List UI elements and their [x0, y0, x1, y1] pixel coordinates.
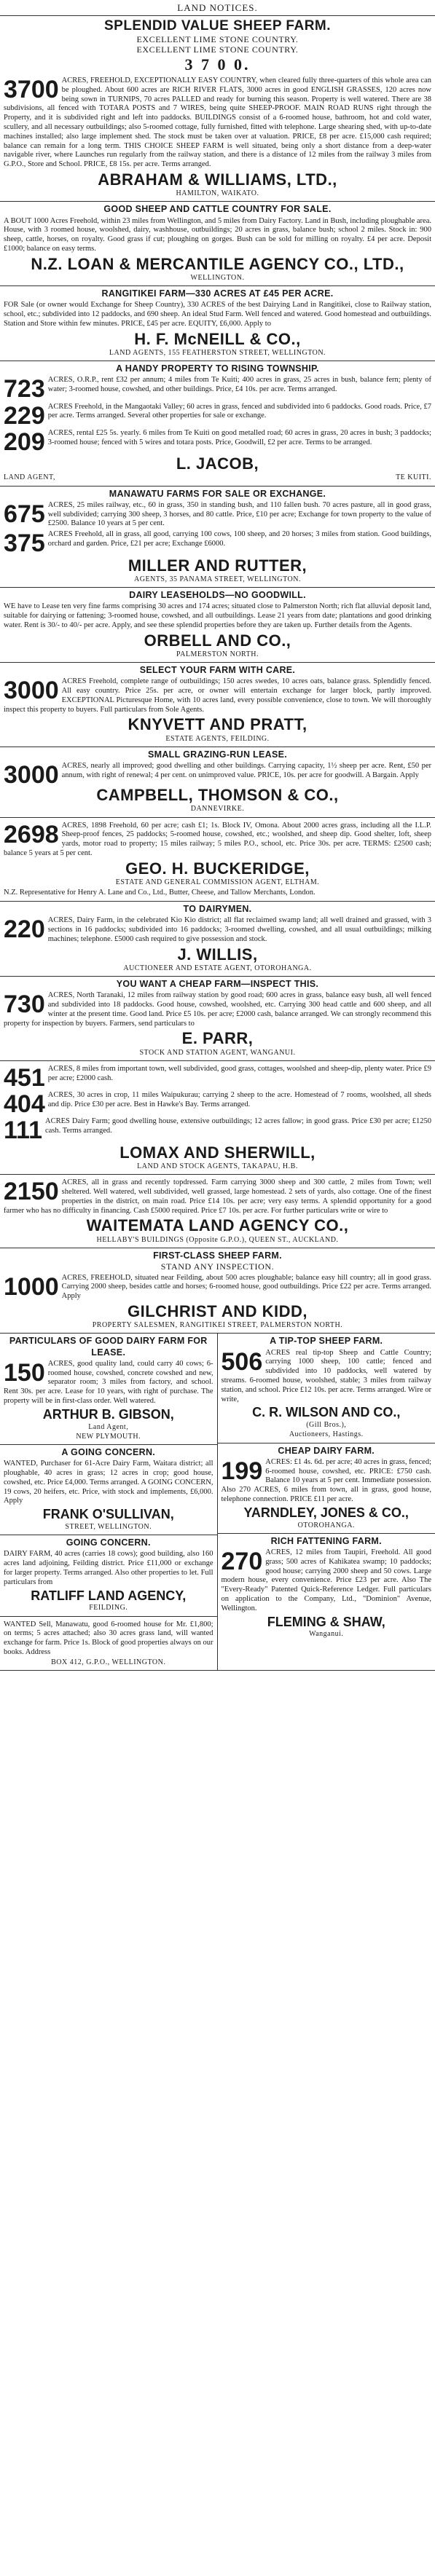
ad-acreage: 723 — [4, 375, 45, 403]
ad-address: LAND AGENTS, 155 FEATHERSTON STREET, WELLINGTON. — [109, 348, 326, 357]
ad-body — [222, 1349, 432, 1405]
ad-knyvett — [0, 663, 435, 747]
ad-address: STOCK AND STATION AGENT, WANGANUI. — [139, 1048, 296, 1057]
ad-ratliff — [0, 1445, 217, 1535]
ad-listing — [4, 501, 431, 529]
ad-listing — [4, 529, 431, 558]
ad-acreage: 506 — [221, 1347, 263, 1376]
ad-title: A TIP-TOP SHEEP FARM. — [270, 1336, 383, 1347]
ad-firm-name: GILCHRIST AND KIDD, — [127, 1301, 307, 1320]
ad-firm-name: ORBELL AND CO., — [144, 631, 291, 650]
ad-gibson — [0, 1334, 217, 1445]
ad-firm-name: FLEMING & SHAW, — [267, 1614, 385, 1629]
ad-body — [4, 1274, 431, 1301]
ad-town: TE KUITI. — [396, 473, 431, 482]
ad-title: FIRST-CLASS SHEEP FARM. — [153, 1250, 282, 1261]
ad-acreage: 375 — [4, 529, 45, 558]
ad-firm-name: WAITEMATA LAND AGENCY CO., — [86, 1216, 349, 1235]
ad-title: GOOD SHEEP AND CATTLE COUNTRY FOR SALE. — [103, 204, 332, 215]
ad-listing-text: ACRES, 30 acres in crop, 11 miles Waipukurau; carrying 2 sheep to the acre. Homestead of 7 rooms, woolshed, all sheds and dip. Price £30 per acre. Best in Hawke's Bay. Terms arranged. — [47, 1091, 431, 1108]
ad-title: A GOING CONCERN. — [61, 1446, 156, 1457]
right-column — [218, 1334, 435, 1670]
ad-title: RICH FATTENING FARM. — [270, 1535, 382, 1546]
ad-address: AGENTS, 35 PANAMA STREET, WELLINGTON. — [134, 575, 301, 583]
ad-agent-row — [4, 473, 431, 482]
ad-listing — [4, 1116, 431, 1145]
ad-orbell — [0, 588, 435, 663]
ad-address: NEW PLYMOUTH. — [76, 1432, 141, 1441]
ad-body-text: ACRES: £1 4s. 6d. per acre; 40 acres in grass, fenced; 6-roomed house, cowshed, etc. PRICE: £750 cash. Balance 10 years at 5 per cent. Immediate possession. Also 270 ACRES, 6 miles from town, all in grass, good house, telephone connection. PRICE £11 per acre. — [221, 1457, 431, 1503]
ad-firm-name: GEO. H. BUCKERIDGE, — [125, 859, 310, 878]
ad-body-text: ACRES, 1898 Freehold, 60 per acre; cash £1; 1s. Block IV, Omona. About 2000 acres grass, including all the I.L.P. Sheep-proof fences, 25 paddocks; 5-roomed house, cowshed, etc.; woolshed, and sheep dip. Good shelter, loft, sheep yards, motor road to property; 15 miles railway; 5 miles P.O., school, etc. Price 30s. per acre. TERMS: £2500 cash; balance 5 years at 5 per cent. — [4, 821, 431, 858]
ad-address: PROPERTY SALESMEN, RANGITIKEI STREET, PALMERSTON NORTH. — [92, 1321, 343, 1330]
ad-ratliff2 — [0, 1535, 217, 1616]
ad-listing — [4, 401, 431, 430]
ad-body-text: ACRES Freehold, complete range of outbuildings; 150 acres swedes, 10 acres oats, balance grass. Splendidly fenced. All easy country. Price 25s. per acre, or owner will entertain exchange for larger block, partly improved. EXCEPTIONAL Picturesque Home, with 10 acres land, every possible convenience, close to town. We will thoroughly inspect this property to buyers. Full particulars from Sole Agents. — [4, 677, 431, 714]
ad-agent: Land Agent, — [88, 1422, 129, 1431]
ad-yarndley — [218, 1443, 435, 1534]
ad-address: DANNEVIRKE. — [190, 805, 245, 814]
ad-acreage: 270 — [221, 1548, 263, 1575]
ad-acreage: 150 — [4, 1358, 45, 1387]
ad-acreage: 111 — [4, 1116, 42, 1145]
ad-title: TO DAIRYMEN. — [183, 904, 252, 915]
ad-body-text: ACRES, all in grass and recently topdressed. Farm carrying 3000 sheep and 300 cattle, 2 miles from Town; well sheltered. Well watered, well subdivided, well grassed, large homestead. 2 sets of yards, also cottage. One of the finest properties in the district, on main road. Price £14 10s. per acre; very easy terms. A splendid opportunity for a good farmer who has no difficulty in financing. Cash £5000 required. Price £7 10s. per acre. For further particulars write or wire to — [4, 1178, 431, 1215]
ad-listing-text: ACRES, 25 miles railway, etc., 60 in grass, 350 in standing bush, and 110 fallen bush. 70 acres pasture, all in good grass, well subdivided; carrying 300 sheep, 3 horses, and 80 cattle. Price, £10 per acre; Exchange for town property to the value of £2500. Balance 10 years at 5 per cent. — [47, 500, 431, 528]
ad-acreage: 404 — [4, 1090, 45, 1119]
ad-body — [4, 76, 431, 170]
ad-body — [4, 1178, 431, 1216]
ad-body-text: ACRES, FREEHOLD, EXCEPTIONALLY EASY COUNTRY, when cleared fully three-quarters of this whole area can be ploughed. About 600 acres are RICH RIVER FLATS, 3000 acres in good ENGLISH GRASSES, 120 acres now being sown in TURNIPS, 70 acres PALLED and ready for burning this season. Property is well watered. There are 38 subdivisions, all fenced with TOTARA POSTS and 7 WIRES, being quite SHEEP-PROOF. MAIN ROAD RUNS right through the Property, and it is subdivided right and left into paddocks. BUILDINGS consist of a 6-roomed house, bathroom, hot and cold water, scullery, and all necessary outbuildings; also 5-roomed cottage, fully furnished, fitted with telephone. Large shearing shed, with up-to-date machines installed; also large implement shed. The stock must be taken over at valuation. PRICE, £8 per acre. £15,000 cash required; balance can remain for a long term. THIS CHOICE SHEEP FARM is well situated, being only a short distance from a deep-water navigable river, where Launches run regularly from the railway station, and there is a distance of 12 miles from the railway 3 miles from G.P.O., Store and School. PRICE, £8 15s. per acre. Terms arranged. — [4, 76, 431, 169]
ad-firm-name: YARNDLEY, JONES & CO., — [243, 1505, 409, 1520]
ad-fleming — [218, 1534, 435, 1642]
ad-listing-text: ACRES Freehold, all in grass, all good, carrying 100 cows, 100 sheep, and 20 horses; 3 miles from station. Good buildings, orchard and garden. Price, £21 per acre; Exchange £6000. — [47, 530, 431, 548]
ad-body-text: ACRES real tip-top Sheep and Cattle Country; carrying 1000 sheep, 100 cattle; fenced and subdivided into 10 paddocks, well watered by streams. 6-roomed house, woolshed, stable; 3 miles from railway station, and school. Price £12 10s. per acre. Terms arranged. Wire or write, — [221, 1348, 431, 1403]
ad-acreage: 229 — [4, 401, 45, 430]
ad-agent: LAND AGENT, — [4, 473, 55, 482]
ad-agent: (Gill Bros.), — [306, 1421, 347, 1430]
ad-address: BOX 412, G.P.O., WELLINGTON. — [51, 1658, 166, 1666]
ad-acreage: 2698 — [4, 820, 59, 848]
ad-wanted — [0, 1617, 217, 1670]
ad-firm-name: KNYVETT AND PRATT, — [128, 715, 307, 734]
ad-subtitle: EXCELLENT LIME STONE COUNTRY. — [136, 44, 299, 55]
ad-body-text: DAIRY FARM, 40 acres (carries 18 cows); good building, also 160 acres land adjoining, Feilding district. Price £11,000 or exchange for larger property. Terms arranged. Also other properties to let. Full particulars from — [4, 1550, 213, 1586]
ad-body-text: WE have to Lease ten very fine farms comprising 30 acres and 174 acres; situated close to Palmerston North; rich flat alluvial deposit land, suitable for dairying or fattening; 3-roomed house, cowshed, and all outbuildings. Lease 21 years from date; plantations and good drinking water. Rent is 30/- to 40/- per acre. Apply, and see these splendid properties before they are taken up. Further details from the Agents. — [4, 602, 431, 629]
ad-body-text: ACRES, Dairy Farm, in the celebrated Kio Kio district; all flat reclaimed swamp land; all well drained and grassed, with 3 sections in 16 paddocks; subdivided into 16 paddocks; 3-roomed dwelling, cowshed, and all usual outbuildings; milking machines; telephone. £5000 cash required to give possession and stock. — [47, 916, 431, 943]
ad-acreage: 199 — [221, 1457, 263, 1485]
ad-buckeridge — [0, 818, 435, 902]
ad-body — [4, 1460, 213, 1506]
ad-body — [222, 1458, 432, 1505]
ad-body-text: FOR Sale (or owner would Exchange for Sheep Country), 330 ACRES of the best Dairying Land in Rangitikei, close to Railway station, school, etc.; subdivided into 12 paddocks, and 690 sheep. An ideal Stud Farm. Well fenced and watered. Good homestead and outbuildings. Station and Store within few minutes. PRICE, £45 per acre. EQUITY, £6,000. Apply to — [4, 301, 431, 328]
ad-subtitle: EXCELLENT LIME STONE COUNTRY. — [136, 34, 299, 44]
ad-acreage: 3000 — [4, 677, 59, 705]
ad-body-text: ACRES, good quality land, could carry 40 cows; 6-roomed house, cowshed, concrete cowshed and new, separator room; 3 miles from factory, and school. Rent 30s. per acre. Lease for 10 years, with right of purchase. The property will be in first-class order. Well watered. — [4, 1359, 213, 1406]
ad-address: LAND AND STOCK AGENTS, TAKAPAU, H.B. — [137, 1162, 298, 1170]
ad-acreage: 451 — [4, 1063, 45, 1092]
ad-body-text: A BOUT 1000 Acres Freehold, within 23 miles from Wellington, and 5 miles from Dairy Factory. Land in Bush, including ploughable area. House, with 3 roomed house, woolshed, dairy, washhouse, outbuildings; 20 acres in grass, balance bush; school 2 miles. Stock in: 900 sheep, cattle, horses, on royalty. Good grass if cut; ploughing on gorges. Bush can be sold for milling on royalty. £4 per acre. Deposit £1000; balance on easy terms. — [4, 216, 431, 253]
ad-address: Auctioneers, Hastings. — [289, 1430, 364, 1439]
ad-acreage: 1000 — [4, 1272, 59, 1301]
ad-listing-text: ACRES, rental £25 5s. yearly. 6 miles from Te Kuiti on good metalled road; 60 acres in grass, 20 acres in bush; 3 paddocks; 3-roomed house; fenced with 5 wires and totara posts. Price, Goodwill, £2 per acre. Terms to be arranged. — [47, 428, 431, 446]
ad-firm-name: N.Z. LOAN & MERCANTILE AGENCY CO., LTD., — [31, 254, 404, 273]
ad-body — [222, 1548, 432, 1614]
ad-title: SPLENDID VALUE SHEEP FARM. — [103, 18, 332, 34]
ad-gilchrist — [0, 1248, 435, 1334]
ad-note: N.Z. Representative for Henry A. Lane and Co., Ltd., Butter, Cheese, and Tallow Merchants, London. — [4, 889, 316, 897]
ad-title: PARTICULARS OF GOOD DAIRY FARM FOR LEASE. — [9, 1336, 208, 1358]
ad-mcneill — [0, 286, 435, 361]
ad-title: A HANDY PROPERTY TO RISING TOWNSHIP. — [116, 363, 319, 374]
ad-firm-name: E. PARR, — [181, 1029, 254, 1048]
ad-listing-text: ACRES Dairy Farm; good dwelling house, extensive outbuildings; 12 acres fallow; in good grass. Price £30 per acre; £1250 cash. Terms arranged. — [44, 1117, 431, 1135]
ad-acreage: 220 — [4, 915, 45, 944]
ad-address: HAMILTON, WAIKATO. — [176, 189, 259, 198]
ad-body — [4, 991, 431, 1028]
ad-firm-name: L. JACOB, — [176, 454, 259, 473]
ad-acreage: 675 — [4, 500, 45, 528]
ad-body — [4, 1360, 213, 1406]
ad-body-text: WANTED, Purchaser for 61-Acre Dairy Farm, Waitara district; all ploughable, 40 acres in grass; 12 acres in crop; good house, cowshed, etc. Price £4,000. Terms arranged. A GOING CONCERN, 19 cows, 20 heifers, etc. Price, with stock and implements, £6,000. Apply — [4, 1460, 213, 1505]
ad-title: YOU WANT A CHEAP FARM—INSPECT THIS. — [116, 979, 319, 990]
ad-body-text: ACRES, nearly all improved; good dwelling and other buildings. Carrying capacity, 1½ sheep per acre. Rent, £50 per annum, with right of renewal; 4 per cent. on unimproved value. PRICE, 10s. per acre for goodwill. A Bargain. Apply — [61, 762, 431, 779]
ad-firm-name: C. R. WILSON AND CO., — [252, 1405, 401, 1420]
ad-body — [4, 761, 431, 789]
two-column-ads — [0, 1334, 435, 1671]
section-header: LAND NOTICES. — [0, 0, 435, 16]
ad-address: WELLINGTON. — [190, 273, 245, 282]
ad-willis — [0, 902, 435, 977]
ad-listing-text: ACRES Freehold, in the Mangaotaki Valley; 60 acres in grass, fenced and subdivided into 6 paddocks. Good roads. Price, £7 per acre. Terms arranged. Several other properties for sale or exchange. — [47, 402, 431, 420]
ad-campbell — [0, 747, 435, 818]
ad-loman — [0, 1061, 435, 1175]
ad-address: OTOROHANGA. — [297, 1521, 355, 1529]
ad-firm-name: ARTHUR B. GIBSON, — [42, 1406, 174, 1422]
ad-listing-text: ACRES, 8 miles from important town, well subdivided, good grass, cottages, woolshed and sheep-dip, plenty water. Price £9 per acre; £2000 cash. — [47, 1064, 431, 1082]
ad-acreage: 730 — [4, 990, 45, 1019]
ad-waitemata — [0, 1175, 435, 1248]
ad-address: AUCTIONEER AND ESTATE AGENT, OTOROHANGA. — [123, 964, 312, 972]
ad-body — [4, 301, 431, 328]
ad-acreage: 3000 — [4, 761, 59, 789]
ad-title: RANGITIKEI FARM—330 ACRES AT £45 PER ACRE. — [101, 288, 334, 299]
ad-listing — [4, 1063, 431, 1092]
ad-address: ESTATE AND GENERAL COMMISSION AGENT, ELTHAM. — [115, 878, 320, 887]
ad-body — [4, 602, 431, 630]
ad-body — [4, 916, 431, 944]
ad-address: PALMERSTON NORTH. — [176, 650, 259, 658]
ad-address: ESTATE AGENTS, FEILDING. — [165, 734, 270, 743]
ad-body-text: ACRES, FREEHOLD, situated near Feilding, about 500 acres ploughable; balance easy hill country; all in good grass. Carrying 2000 sheep, besides cattle and horses; 6-roomed house, good outbuildings. Price £22 per acre. Terms arranged. Apply — [61, 1273, 431, 1301]
ad-body-text: ACRES, 12 miles from Taupiri, Freehold. All good grass; 500 acres of Kahikatea swamp; 10 paddocks; good house; carrying 2000 sheep and 50 cows. Large modern house, every convenience. Price £23 per acre. Also The "Every-Ready" Patented Quick-Reference Ledger. Full particulars on application to the Company, Ltd., "Dominion" Avenue, Wellington. — [221, 1548, 431, 1612]
ad-jacob — [0, 361, 435, 487]
ad-address: FEILDING. — [89, 1604, 128, 1612]
ad-acreage: 3700 — [4, 75, 59, 103]
ad-firm-name: CAMPBELL, THOMSON & CO., — [96, 786, 339, 805]
left-column — [0, 1334, 218, 1670]
ad-address: Wanganui. — [309, 1630, 344, 1639]
ad-address: HELLABY'S BUILDINGS (Opposite G.P.O.), QUEEN ST., AUCKLAND. — [96, 1235, 339, 1244]
ad-firm-name: MILLER AND RUTTER, — [128, 556, 307, 575]
ad-firm-name: FRANK O'SULLIVAN, — [42, 1507, 174, 1522]
ad-firm-name: RATLIFF LAND AGENCY, — [31, 1588, 187, 1603]
ad-listing — [4, 1090, 431, 1119]
ad-title: SMALL GRAZING-RUN LEASE. — [148, 749, 287, 760]
ad-nzloan — [0, 202, 435, 286]
ad-body-text: ACRES, North Taranaki, 12 miles from railway station by good road; 600 acres in grass, balance easy bush, all well fenced and subdivided into 18 paddocks. Good house, cowshed, woolshed, etc. Carrying 300 head cattle and 600 sheep, and all winter at the present time. Good land. Price £5 10s. per acre; £2000 cash, balance arranged. We can strongly recommend this property for inspection by buyers. Farmers, send particulars to — [4, 991, 431, 1028]
ad-title: DAIRY LEASEHOLDS—NO GOODWILL. — [129, 589, 306, 600]
ad-firm-name: H. F. McNEILL & CO., — [134, 329, 301, 348]
ad-body — [4, 677, 431, 714]
ad-acreage: 2150 — [4, 1178, 59, 1206]
ad-title: SELECT YOUR FARM WITH CARE. — [139, 664, 296, 675]
ad-title: GOING CONCERN. — [66, 1537, 151, 1548]
ad-splendid — [0, 16, 435, 202]
ad-body — [4, 1550, 213, 1587]
ad-firm-name: J. WILLIS, — [177, 945, 258, 964]
ad-subtitle: STAND ANY INSPECTION. — [160, 1261, 275, 1272]
ad-body — [4, 1620, 213, 1658]
ad-listing — [4, 428, 431, 456]
ad-parr — [0, 977, 435, 1061]
ad-firm-name: LOMAX AND SHERWILL, — [119, 1143, 316, 1162]
ad-listing — [4, 375, 431, 403]
ad-address: STREET, WELLINGTON. — [65, 1523, 152, 1532]
ad-body-text: WANTED Sell, Manawatu, good 6-roomed house for Mr. £1,800; on terms; 5 acres attached; also 30 acres grass land, will wanted exchange for farm. Price 1s. Block of good properties always on our books. Address — [4, 1620, 213, 1657]
ad-wilson — [218, 1334, 435, 1443]
ad-firm-name: ABRAHAM & WILLIAMS, LTD., — [98, 170, 337, 189]
ad-body — [4, 822, 431, 859]
ad-listing-text: ACRES, O.R.P., rent £32 per annum; 4 miles from Te Kuiti; 400 acres in grass, 25 acres in bush, balance fern; plenty of water; 3-roomed house, cowshed, and other buildings. Price, £4 10s. per acre. Terms arranged. — [47, 376, 431, 394]
ad-body — [4, 217, 431, 254]
ads-column — [0, 16, 435, 1334]
ad-figure: 3 7 0 0. — [184, 55, 251, 74]
ad-miller — [0, 487, 435, 588]
ad-acreage: 209 — [4, 428, 45, 456]
ad-title: CHEAP DAIRY FARM. — [278, 1445, 375, 1456]
ad-title: MANAWATU FARMS FOR SALE OR EXCHANGE. — [109, 488, 326, 499]
